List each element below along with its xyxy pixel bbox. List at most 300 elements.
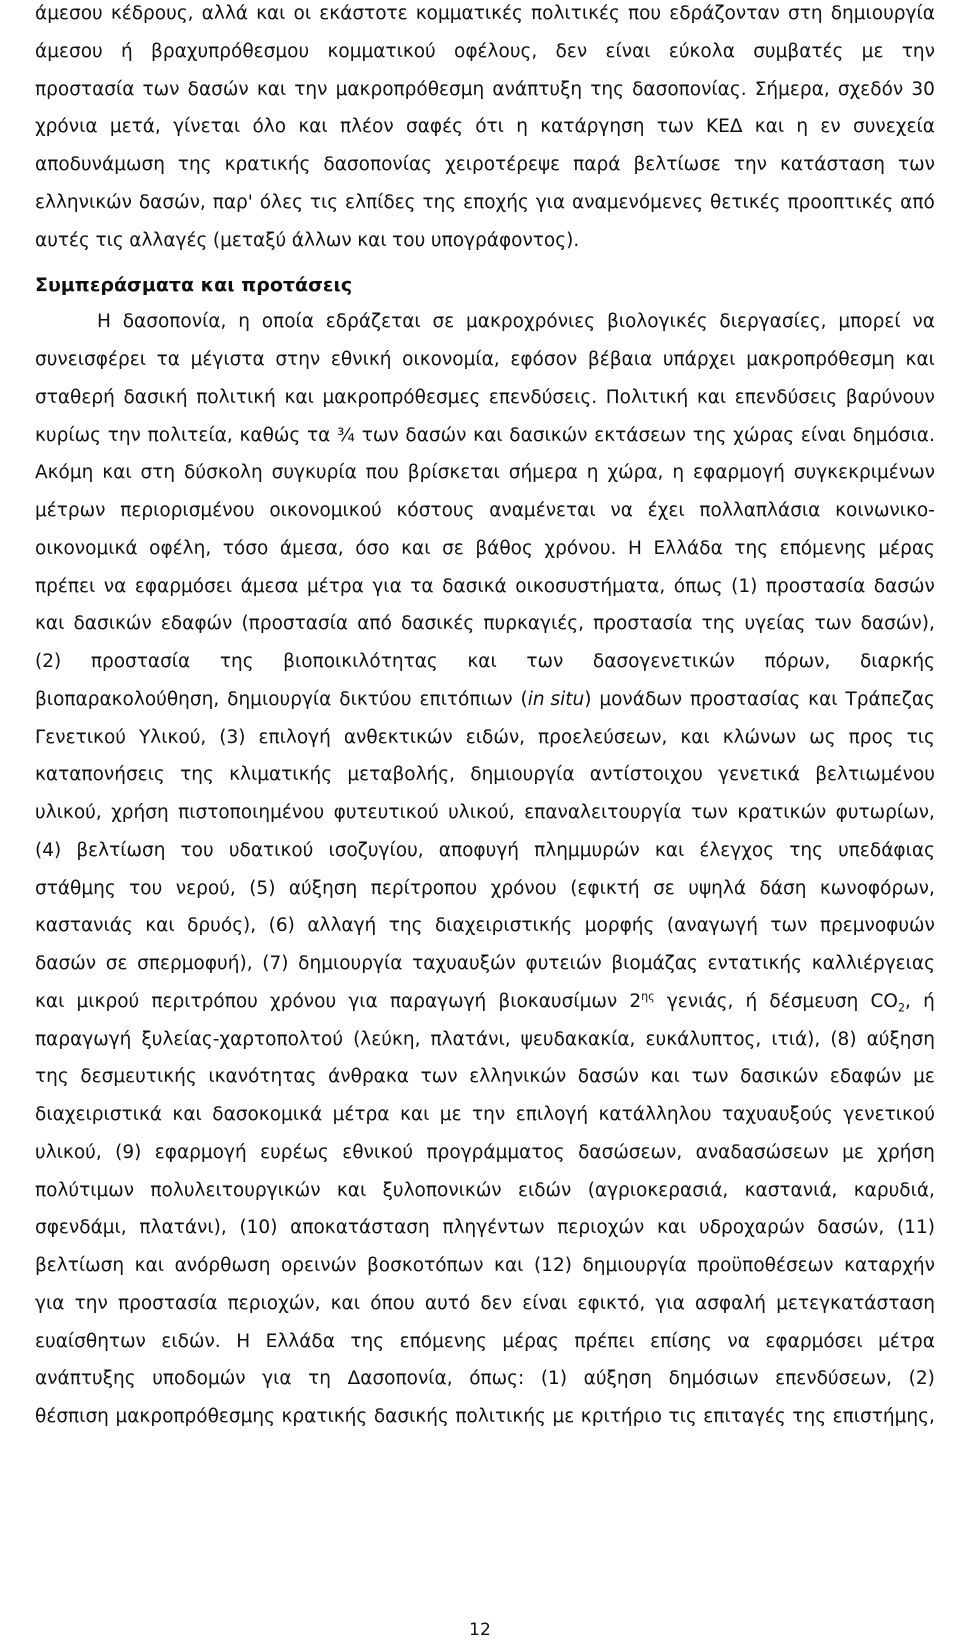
word: κόστους <box>396 500 475 521</box>
text-line <box>35 834 935 868</box>
word: (λεύκη, <box>353 1028 421 1050</box>
word: νερού, <box>175 877 236 899</box>
word: εύκολα <box>668 40 735 62</box>
word: ελληνικών <box>469 1066 567 1088</box>
word: βελτίωσε <box>633 154 721 175</box>
word: περιοχών <box>557 1217 645 1239</box>
word: μέρας <box>502 1330 559 1352</box>
word: επιλογή <box>258 726 331 748</box>
word: της <box>35 1066 69 1088</box>
word: εθνική <box>330 349 392 370</box>
word: ευαίσθητων <box>35 1330 146 1352</box>
word: των <box>814 613 852 635</box>
text-line <box>35 1136 935 1170</box>
word: σταθερή <box>35 386 115 408</box>
word: εκτάσεων <box>594 424 686 446</box>
word: μακροπρόθεσμη <box>335 78 485 100</box>
word: Ελλάδα <box>265 1330 335 1352</box>
word: την <box>733 154 768 175</box>
text-line <box>35 419 935 453</box>
word: ή <box>923 990 935 1012</box>
word: τις <box>95 229 124 251</box>
word: επόμενης <box>779 537 867 559</box>
word: οικονομία, <box>402 349 500 370</box>
word: δασική <box>123 386 188 408</box>
text-line <box>35 186 935 220</box>
word: ευκάλυπτος, <box>645 1028 762 1050</box>
word: υλικού, <box>35 802 102 823</box>
word: ότι <box>475 116 504 138</box>
word: άλλων <box>291 229 352 251</box>
word: των <box>526 651 564 672</box>
word: ανόρθωση <box>174 1255 271 1276</box>
word: όπως: <box>469 1368 525 1390</box>
word: δημιουργία <box>582 1255 687 1276</box>
word: με <box>552 1406 575 1427</box>
word: ειδών <box>517 1179 572 1201</box>
word: σαφές <box>405 116 463 138</box>
word: υπογράφοντος). <box>430 229 580 251</box>
word: ιτιά), <box>771 1028 821 1050</box>
word: των <box>420 1066 458 1088</box>
word: καστανιά, <box>744 1179 838 1201</box>
word: οφέλη, <box>149 537 212 559</box>
text-line <box>35 148 935 182</box>
word: προγράμματος <box>426 1141 565 1163</box>
word: είναι <box>522 1292 568 1314</box>
word: μέτρα <box>306 575 364 597</box>
word: θετικές <box>710 191 781 213</box>
subscript: 2 <box>897 1001 906 1015</box>
word: προστασία <box>35 78 135 100</box>
word: φυτευτικού <box>333 802 439 823</box>
word: άνθρακα <box>328 1066 409 1088</box>
word: επιτόπιων <box>419 688 513 710</box>
word-group: $CO_2$, <box>870 990 911 1015</box>
word: έλεγχος <box>699 839 775 861</box>
word: όσο <box>355 537 390 559</box>
word: κομματικού <box>327 40 436 62</box>
word: όπως <box>673 575 723 597</box>
word: εδράζονταν <box>669 3 780 24</box>
word: δεσμευτικής <box>80 1066 197 1088</box>
word: την <box>107 424 141 446</box>
word: συνεχεία <box>853 116 935 138</box>
word: διαχειριστικά <box>35 1104 162 1125</box>
word: (1) <box>731 575 758 597</box>
word: υποδομών <box>152 1368 246 1390</box>
word: είναι <box>605 40 651 62</box>
word: ανάπτυξη <box>492 78 583 100</box>
word: δεν <box>555 40 588 62</box>
word: δασών <box>405 424 467 446</box>
word: πυρκαγιές, <box>483 613 585 635</box>
text-line <box>35 872 935 906</box>
word: ή <box>745 990 758 1012</box>
word: κωνοφόρων, <box>819 877 935 899</box>
word: προστασία <box>765 575 866 597</box>
word: γενετικού <box>843 1104 935 1125</box>
word: κρατικής <box>224 154 311 175</box>
word: να <box>610 500 633 521</box>
word: του <box>129 877 163 899</box>
word: και <box>336 1179 367 1201</box>
word: μακροπρόθεσμης <box>115 1406 275 1427</box>
word: (εφικτή <box>570 877 640 899</box>
text-line <box>35 532 935 566</box>
word: αποδυνάμωση <box>35 154 165 175</box>
word: και <box>134 1255 165 1276</box>
word: της <box>701 613 736 635</box>
word: δασογενετικών <box>592 651 735 672</box>
text-line <box>35 985 935 1019</box>
italic-term: in situ <box>527 688 585 710</box>
word: τα <box>306 424 331 446</box>
word: καρυδιά, <box>853 1179 935 1201</box>
word: προστασία <box>90 651 191 672</box>
word: προστασία <box>593 613 693 635</box>
word: βραχυπρόθεσμου <box>151 40 310 62</box>
word: των <box>142 78 180 100</box>
word: άμεσου <box>35 3 103 24</box>
word: αλλαγές <box>129 229 208 251</box>
text-line <box>35 305 935 339</box>
word: σε <box>442 537 464 559</box>
word: των <box>691 1066 729 1088</box>
word: εντατικής <box>707 953 803 974</box>
text-line <box>35 110 935 144</box>
word: βαρύνουν <box>845 386 935 408</box>
word: στη <box>140 462 176 484</box>
word: (αγριοκερασιά, <box>587 1179 729 1201</box>
word: και <box>808 688 838 710</box>
word: χρόνου <box>490 877 557 899</box>
word: πρέπει <box>574 1330 635 1352</box>
text-line <box>35 1174 935 1208</box>
word: τις <box>309 191 339 213</box>
word: (αναγωγή <box>666 915 758 937</box>
word: δασικών <box>740 1066 819 1088</box>
word: δημιουργία <box>470 764 575 786</box>
word: των <box>770 915 808 937</box>
word: μακροπρόθεσμη <box>746 349 895 370</box>
word: (2) <box>908 1368 935 1390</box>
word: βελτίωση <box>76 839 166 861</box>
word: της <box>219 651 254 672</box>
word: (7) <box>262 953 289 974</box>
word: δάση <box>759 877 807 899</box>
word: σπερμοφυή), <box>137 953 253 974</box>
word: κυρίως <box>35 424 101 446</box>
word: φυτειών <box>525 953 602 974</box>
word: σε <box>653 877 675 899</box>
word: ευρέως <box>260 1141 329 1163</box>
word: με <box>861 40 884 62</box>
word: γενετικά <box>718 764 800 786</box>
text-line <box>35 1211 935 1245</box>
word: χώρα, <box>607 462 664 484</box>
word: Δασοπονία, <box>347 1368 453 1390</box>
word: προϋποθέσεων <box>697 1255 834 1276</box>
word: αποκατάσταση <box>290 1217 430 1239</box>
word: με <box>913 1066 935 1088</box>
word: προελεύσεων, <box>538 726 668 748</box>
word: Γενετικού <box>35 726 126 748</box>
word: στην <box>275 349 321 370</box>
text-line <box>35 35 935 69</box>
word: σφενδάμι, <box>35 1217 127 1239</box>
word: επενδύσεις. <box>488 386 598 408</box>
word: επενδύσεις <box>734 386 838 408</box>
word: της <box>789 839 823 861</box>
word: εφόσον <box>510 349 578 370</box>
word: ικανότητας <box>208 1066 317 1088</box>
word: παραγωγή <box>389 990 487 1012</box>
word: υπεδάφιας <box>838 839 935 861</box>
word: η <box>672 462 685 484</box>
word: της <box>177 154 212 175</box>
word: χρήση <box>111 802 169 823</box>
text-line <box>35 607 935 641</box>
word: πλατάνι, <box>430 1028 511 1050</box>
word: αυτό <box>424 1292 471 1314</box>
word: μέτρων <box>35 500 106 521</box>
word: συγκεκριμένων <box>793 462 935 484</box>
word: οικονομικού <box>269 500 382 521</box>
word: υψηλά <box>688 877 747 899</box>
word: βιολογικές <box>606 311 708 333</box>
word: κοινωνικο- <box>835 500 935 521</box>
word: της <box>734 537 769 559</box>
word: ανάπτυξης <box>35 1368 136 1390</box>
text-line <box>35 1325 935 1359</box>
text-line <box>35 1023 935 1057</box>
word: οποία <box>261 311 314 333</box>
text-line <box>35 1249 935 1283</box>
word: δασοπονία, <box>122 311 227 333</box>
word: και <box>145 915 175 937</box>
word: βελτίωση <box>35 1255 125 1276</box>
word: με <box>439 1104 462 1125</box>
word: των <box>361 424 399 446</box>
word: (προστασία <box>241 613 349 635</box>
word: ξυλοπονικών <box>382 1179 502 1201</box>
word: χρόνου. <box>544 537 617 559</box>
word: (8) <box>830 1028 857 1050</box>
word: που <box>627 3 662 24</box>
word: για <box>262 1368 292 1390</box>
word: μεταβολής, <box>347 764 455 786</box>
word: υλικού, <box>35 1141 102 1163</box>
word: για <box>372 575 402 597</box>
word: μορφής <box>584 915 655 937</box>
word: βέβαια <box>587 349 653 370</box>
word: ΚΕΔ <box>706 116 743 138</box>
text-line <box>35 947 935 981</box>
word: και <box>172 1104 202 1125</box>
word: δασικές <box>401 613 475 635</box>
word: εθνικού <box>342 1141 414 1163</box>
word: σχεδόν <box>837 78 904 100</box>
word: και <box>256 78 287 100</box>
word: πολιτική <box>196 386 276 408</box>
word: στη <box>787 3 823 24</box>
word: (12) <box>533 1255 572 1276</box>
word: παραγωγή <box>35 1028 132 1050</box>
word-group: (in situ) <box>520 688 592 710</box>
word: κατάργηση <box>540 116 645 138</box>
word: μετεγκατάσταση <box>776 1292 935 1314</box>
text-line <box>35 1287 935 1321</box>
word: δασικών <box>73 613 152 635</box>
word: αυτές <box>35 229 90 251</box>
word: ειδών. <box>161 1330 221 1352</box>
word: στάθμης <box>35 877 116 899</box>
word: αύξηση <box>288 877 358 899</box>
word: αύξηση <box>583 1368 653 1390</box>
word: και <box>102 462 132 484</box>
word: εφικτό, <box>577 1292 646 1314</box>
word: για <box>655 1292 685 1314</box>
word: επίσης <box>650 1330 712 1352</box>
word: Υλικού, <box>138 726 207 748</box>
word: εν <box>820 116 841 138</box>
word: ανθεκτικών <box>343 726 453 748</box>
word: (5) <box>249 877 276 899</box>
word: διαχειριστικής <box>434 915 573 937</box>
superscript: ης <box>641 989 655 1003</box>
word: πολιτικής <box>455 1406 546 1427</box>
word: (10) <box>239 1217 278 1239</box>
word: μέτρα <box>332 1104 390 1125</box>
word: συμβατές <box>753 40 844 62</box>
word: (μεταξύ <box>212 229 287 251</box>
word: πολιτεία, <box>147 424 233 446</box>
word: η <box>238 311 250 333</box>
text-line <box>35 683 935 717</box>
word: κομματικές <box>415 3 523 24</box>
word: περιορισμένου <box>120 500 255 521</box>
word: κέδρους, <box>110 3 194 24</box>
word: Η <box>236 1330 251 1352</box>
word: συγκυρία <box>271 462 357 484</box>
word: και <box>357 229 387 251</box>
word: αποφυγή <box>438 839 520 861</box>
word: (4) <box>35 839 62 861</box>
word: καταρχήν <box>844 1255 935 1276</box>
word: δύσκολη <box>184 462 263 484</box>
text-line <box>35 909 935 943</box>
word: αναδασώσεων <box>695 1141 829 1163</box>
word: όλες <box>259 191 303 213</box>
text-line <box>35 721 935 755</box>
word: πρεμνοφυών <box>819 915 935 937</box>
word: δασών <box>35 953 97 974</box>
word: βρίσκεται <box>407 462 500 484</box>
word: τις <box>668 1406 697 1427</box>
word: και <box>650 1066 680 1088</box>
word: δασών <box>577 1066 639 1088</box>
word: να <box>727 1330 750 1352</box>
word: ελπίδες <box>345 191 416 213</box>
word: και <box>654 839 685 861</box>
word: διαρκής <box>859 651 935 672</box>
word: και <box>754 116 785 138</box>
word: καστανιάς <box>35 915 133 937</box>
word: όπου <box>370 1292 415 1314</box>
word: σε <box>105 953 128 974</box>
word: κριτήριο <box>580 1406 662 1427</box>
text-line <box>35 73 935 107</box>
word: της <box>350 1330 385 1352</box>
word: αναμενόμενες <box>572 191 704 213</box>
word: εκάστοτε <box>319 3 408 24</box>
word: μακροχρόνιες <box>466 311 596 333</box>
word: της <box>590 78 624 100</box>
word: ειδών, <box>465 726 526 748</box>
word: παρά <box>573 154 621 175</box>
word: δημιουργία <box>227 688 332 710</box>
word: και <box>696 386 727 408</box>
word: δημόσια. <box>852 424 935 446</box>
word: αλλά <box>201 3 248 24</box>
word: με <box>842 1141 864 1163</box>
word: περίτροπου <box>370 877 478 899</box>
text-line <box>35 796 935 830</box>
word: επιστήμης, <box>832 1406 935 1427</box>
word: υδροχαρών <box>699 1217 805 1239</box>
word: πιστοποιημένου <box>178 802 325 823</box>
word: δημιουργία <box>830 3 935 24</box>
word: κλώνων <box>722 726 797 748</box>
word: των <box>656 116 694 138</box>
word: αναμένεται <box>489 500 596 521</box>
word: (6) <box>268 915 295 937</box>
document-body <box>35 0 935 1438</box>
page-number: 12 <box>469 1620 491 1640</box>
word: (1) <box>540 1368 568 1390</box>
word: μέτρα <box>878 1330 935 1352</box>
word: δασικά <box>442 575 507 597</box>
word: για <box>35 1292 65 1314</box>
word: πολιτικές <box>531 3 620 24</box>
text-line <box>35 381 935 415</box>
word: δεν <box>480 1292 513 1314</box>
word: Η <box>627 537 642 559</box>
word: πληγέντων <box>442 1217 545 1239</box>
text-line <box>35 0 935 31</box>
word: δασώσεων, <box>578 1141 683 1163</box>
word: ασφαλή <box>695 1292 767 1314</box>
word: μέρας <box>878 537 935 559</box>
word: βιοποικιλότητας <box>283 651 438 672</box>
word: των <box>897 154 935 175</box>
word: και <box>680 726 710 748</box>
word: δημιουργία <box>298 953 403 974</box>
word: οικοσυστήματα, <box>515 575 666 597</box>
word: η <box>516 116 528 138</box>
word: και <box>905 349 935 370</box>
word: τόσο <box>222 537 269 559</box>
word: μπορεί <box>838 311 901 333</box>
word: μέγιστα <box>190 349 265 370</box>
word: κρατικών <box>737 802 827 823</box>
word: χρόνου <box>270 990 337 1012</box>
word: μονάδων <box>599 688 683 710</box>
text-line <box>35 570 935 604</box>
word: και <box>284 386 314 408</box>
word: δρυός), <box>187 915 257 937</box>
